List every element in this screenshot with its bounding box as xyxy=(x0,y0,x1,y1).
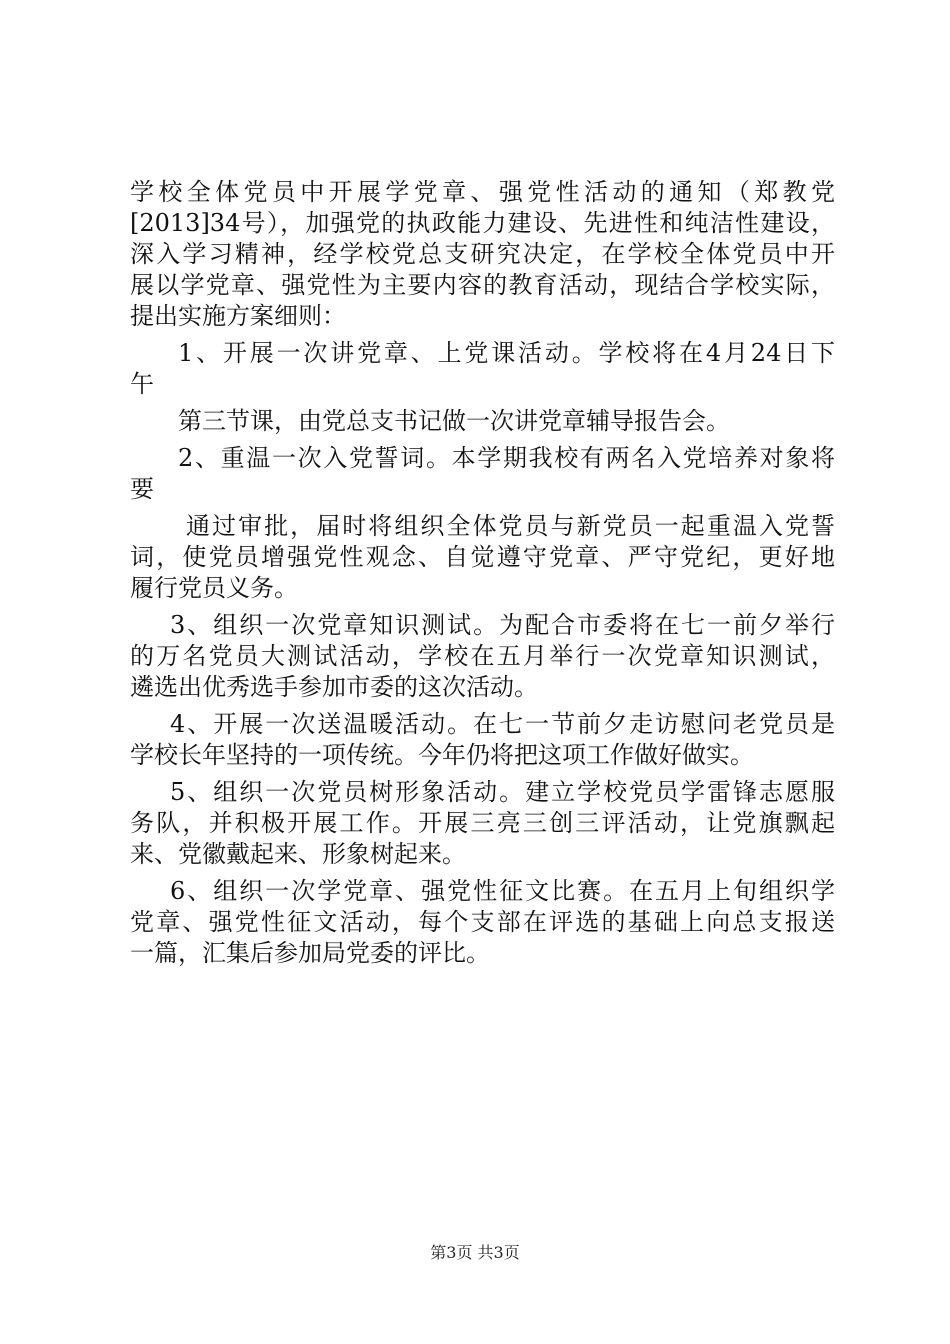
text-line: 通过审批，届时将组织全体党员与新党员一起重温入党誓 xyxy=(186,512,835,540)
text-line: 务队，并积极开展工作。开展三亮三创三评活动，让党旗飘起 xyxy=(130,809,835,837)
page-footer: 第3页 共3页 xyxy=(430,1243,520,1262)
text-line: [2013]34号），加强党的执政能力建设、先进性和纯洁性建设， xyxy=(130,209,835,237)
text-line: 来、党徽戴起来、形象树起来。 xyxy=(130,840,466,868)
text-line: 履行党员义务。 xyxy=(130,574,298,602)
text-line-item-3: 3、组织一次党章知识测试。为配合市委将在七一前夕举行 xyxy=(170,611,835,639)
text-line: 党章、强党性征文活动，每个支部在评选的基础上向总支报送 xyxy=(130,908,835,936)
text-line: 学校长年坚持的一项传统。今年仍将把这项工作做好做实。 xyxy=(130,741,754,769)
text-line: 午 xyxy=(130,370,154,398)
text-line: 的万名党员大测试活动，学校在五月举行一次党章知识测试， xyxy=(130,642,835,670)
text-line: 第三节课，由党总支书记做一次讲党章辅导报告会。 xyxy=(178,407,730,435)
text-line: 学校全体党员中开展学党章、强党性活动的通知（郑教党 xyxy=(130,178,835,206)
text-line: 深入学习精神，经学校党总支研究决定，在学校全体党员中开 xyxy=(130,240,835,268)
text-line-item-5: 5、组织一次党员树形象活动。建立学校党员学雷锋志愿服 xyxy=(170,778,835,806)
text-line: 一篇，汇集后参加局党委的评比。 xyxy=(130,939,490,967)
text-line: 要 xyxy=(130,475,154,503)
text-line: 提出实施方案细则： xyxy=(130,302,346,330)
text-line: 展以学党章、强党性为主要内容的教育活动，现结合学校实际， xyxy=(130,271,835,299)
text-line: 遴选出优秀选手参加市委的这次活动。 xyxy=(130,673,538,701)
text-line-item-2: 2、重温一次入党誓词。本学期我校有两名入党培养对象将 xyxy=(178,444,835,472)
text-line-item-4: 4、开展一次送温暖活动。在七一节前夕走访慰问老党员是 xyxy=(170,710,835,738)
text-line-item-1: 1、开展一次讲党章、上党课活动。学校将在4月24日下 xyxy=(178,339,835,367)
text-line: 词，使党员增强党性观念、自觉遵守党章、严守党纪，更好地 xyxy=(130,543,835,571)
document-body xyxy=(130,177,835,969)
text-line-item-6: 6、组织一次学党章、强党性征文比赛。在五月上旬组织学 xyxy=(170,877,835,905)
